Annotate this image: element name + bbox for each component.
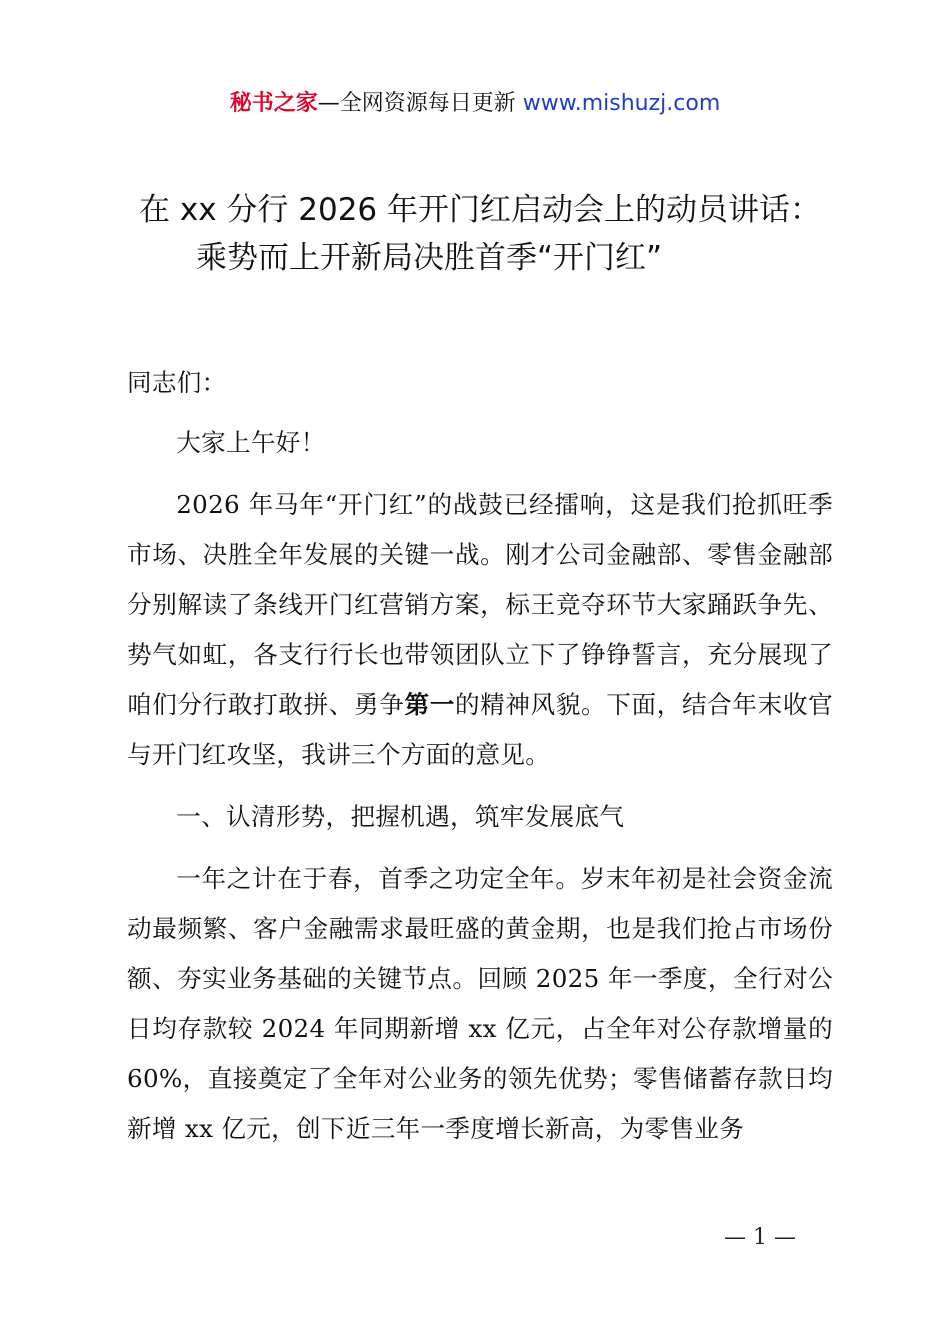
document-body [127,358,833,1166]
greeting: 大家上午好！ [176,428,326,457]
site-header [0,88,950,120]
header-slogan: —全网资源每日更新 [317,91,523,116]
title-line-1: 在 xx 分行 2026 年开门红启动会上的动员讲话： [139,192,821,228]
page-number: — 1 — [724,1225,796,1250]
salutation: 同志们： [127,368,227,397]
document-title [100,186,860,282]
section-heading-1: 一、认清形势，把握机遇，筑牢发展底气 [176,802,625,831]
paragraph-intro-text-2: 的精神风貌。下面，结合年末收官与开门红攻坚，我讲三个方面的意见。 [127,690,833,769]
brand-name: 秘书之家 [229,91,318,116]
title-line-2: 乘势而上开新局决胜首季“开门红” [196,240,663,276]
paragraph-intro-bold: 第一 [404,690,455,719]
paragraph-intro-text-1: 2026 年马年“开门红”的战鼓已经擂响，这是我们抢抓旺季市场、决胜全年发展的关键一战。刚才公司金融部、零售金融部分别解读了条线开门红营销方案，标王竞夺环节大家踊跃争先、势气如虹，各支行行长也带领团队立下了铮铮誓言，充分展现了咱们分行敢打敢拼、勇争 [127,490,833,719]
site-url-link[interactable]: www.mishuzj.com [522,91,721,116]
paragraph-section-1: 一年之计在于春，首季之功定全年。岁末年初是社会资金流动最频繁、客户金融需求最旺盛的黄金期，也是我们抢占市场份额、夯实业务基础的关键节点。回顾 2025 年一季度，全行对公日均存款较 2024 年同期新增 xx 亿元，占全年对公存款增量的 60%，直接奠定了全年对公业务的领先优势；零售储蓄存款日均新增 xx 亿元，创下近三年一季度增长新高，为零售业务 [127,864,833,1143]
paragraph-intro [127,480,833,780]
